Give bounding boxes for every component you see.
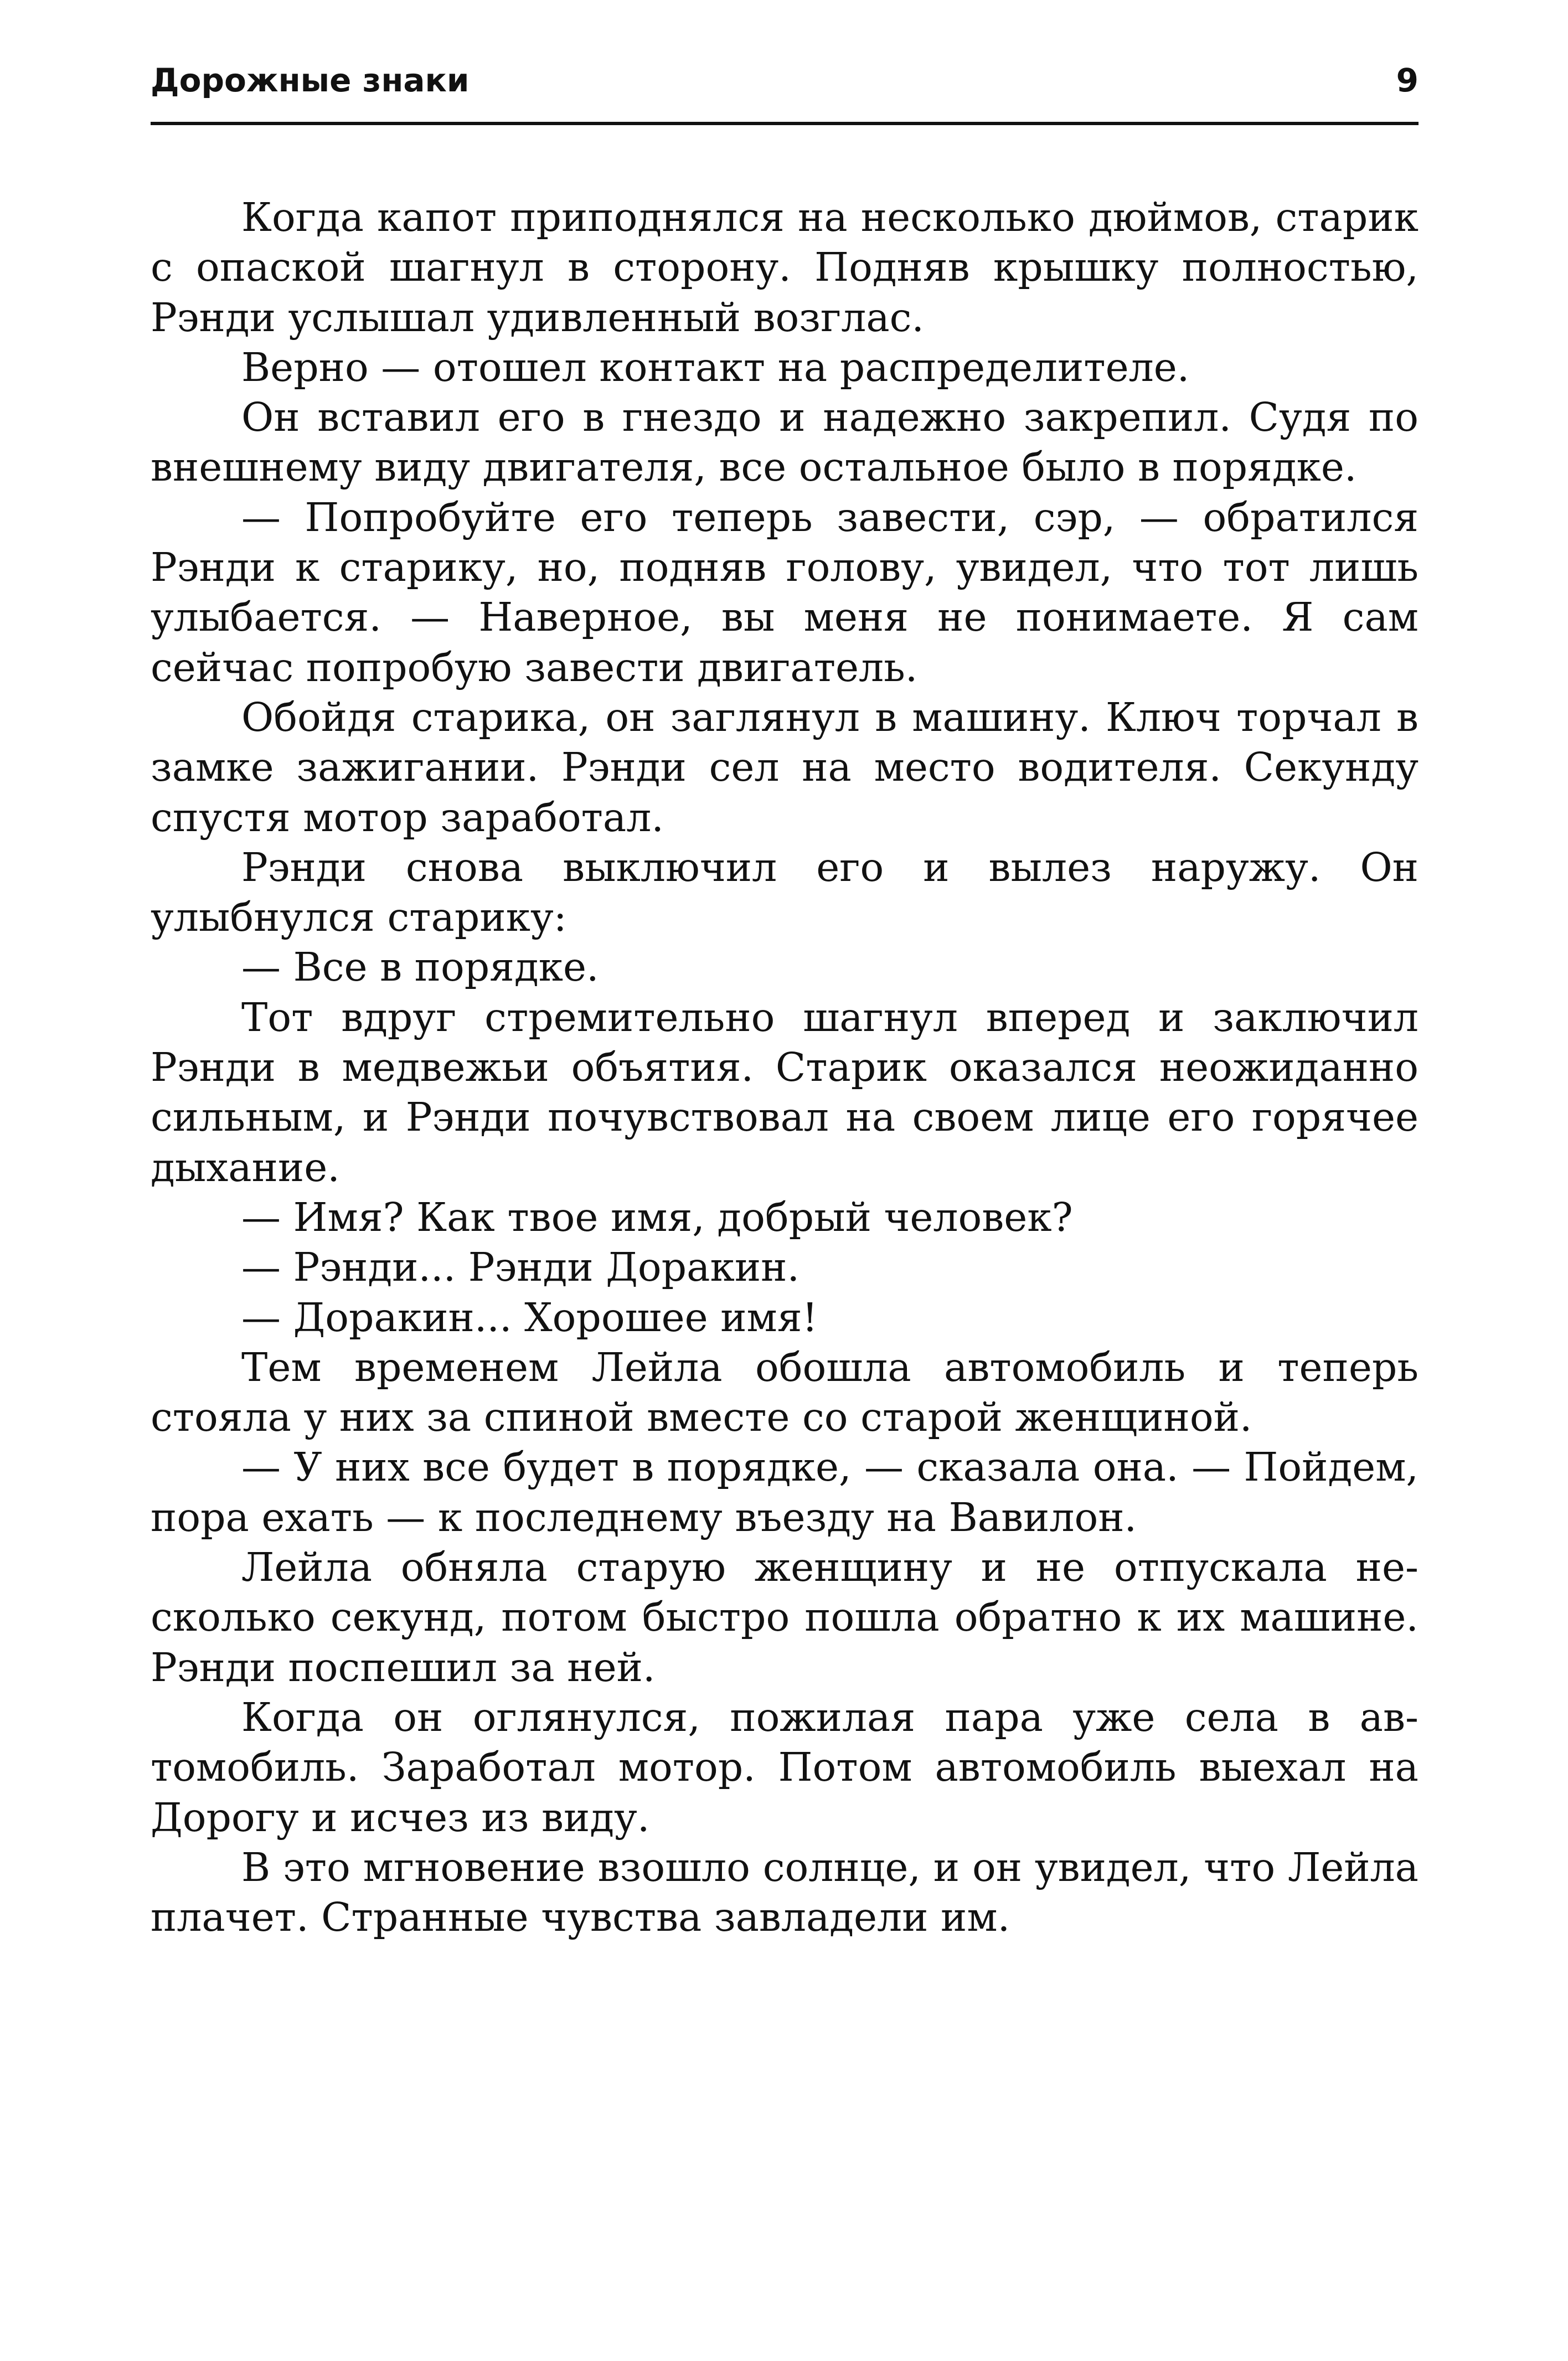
header-rule (151, 122, 1419, 125)
paragraph: Когда он оглянулся, пожилая пара уже села в автомобиль. Заработал мотор. Потом автомобиль выехал на Дорогу и исчез из виду. (151, 1694, 1419, 1841)
paragraph: Лейла обняла старую женщину и не отпускала несколько секунд, потом быстро пошла обратно к их машине. Рэнди поспешил за ней. (151, 1544, 1419, 1690)
paragraph: Он вставил его в гнездо и надежно закрепил. Судя по внешнему виду двигателя, все остальное было в порядке. (151, 394, 1419, 491)
paragraph: Тот вдруг стремительно шагнул вперед и заключил Рэнди в медвежьи объятия. Старик оказался неожиданно сильным, и Рэнди почувствовал на своем лице его горячее дыхание. (151, 994, 1419, 1190)
chapter-title: Дорожные знаки (151, 61, 470, 99)
paragraph: Тем временем Лейла обошла автомобиль и теперь стояла у них за спиной вместе со старой женщиной. (151, 1344, 1419, 1441)
page-number: 9 (1396, 61, 1419, 99)
paragraph: Верно — отошел контакт на распределителе. (241, 344, 1190, 390)
running-head (151, 55, 1419, 105)
paragraph: — У них все будет в порядке, — сказала она. — Пойдем, пора ехать — к последнему въезду на Вавилон. (151, 1444, 1419, 1540)
paragraph: Когда капот приподнялся на несколько дюймов, старик с опаской шагнул в сторону. Подняв крышку полностью, Рэнди услышал удивленный возглас. (151, 194, 1419, 341)
paragraph: — Доракин... Хорошее имя! (241, 1294, 818, 1341)
book-page (151, 0, 1419, 2361)
paragraph: В это мгновение взошло солнце, и он увидел, что Лейла плачет. Странные чувства завладели им. (151, 1844, 1419, 1941)
paragraph: — Попробуйте его теперь завести, сэр, — обратился Рэнди к старику, но, подняв голову, увидел, что тот лишь улыбается. — Наверное, вы меня не понимаете. Я сам сейчас попробую завести двигатель. (151, 494, 1419, 690)
paragraph: — Все в порядке. (241, 944, 599, 991)
paragraph: — Имя? Как твое имя, добрый человек? (241, 1194, 1073, 1240)
paragraph: — Рэнди... Рэнди Доракин. (241, 1244, 800, 1291)
body-text (151, 193, 1419, 1942)
paragraph: Рэнди снова выключил его и вылез наружу. Он улыбнулся старику: (151, 844, 1419, 941)
paragraph: Обойдя старика, он заглянул в машину. Ключ торчал в замке зажигании. Рэнди сел на место водителя. Секунду спустя мотор заработал. (151, 694, 1419, 841)
